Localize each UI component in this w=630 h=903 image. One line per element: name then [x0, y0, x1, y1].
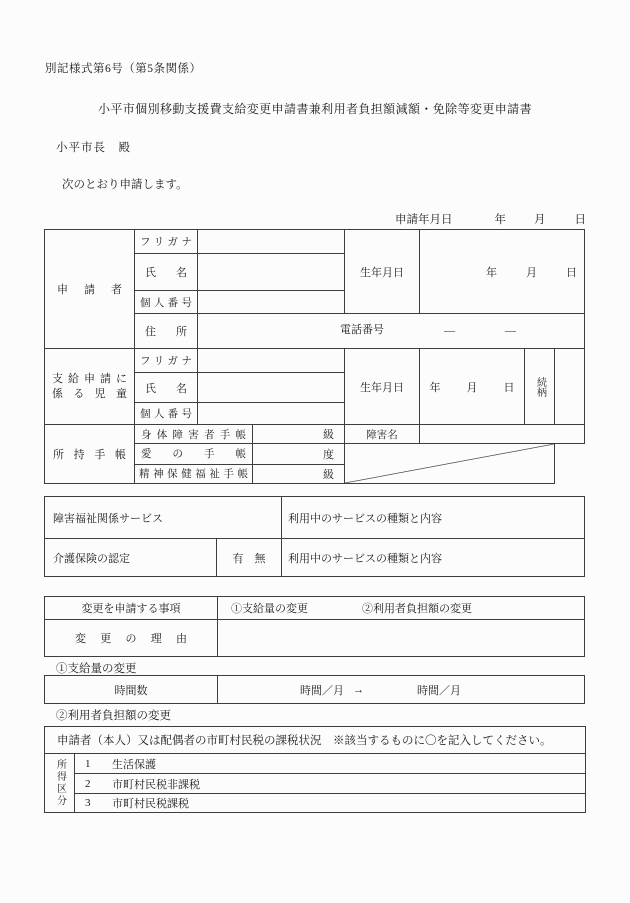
- tax-status-header: 申請者（本人）又は配偶者の市町村民税の課税状況 ※該当するものに〇を記入してください。: [57, 735, 552, 747]
- hours-unit-after: 時間／月: [417, 684, 461, 697]
- income-category-label-cell: [45, 754, 75, 813]
- child-relation-label: 続柄: [534, 376, 546, 397]
- applicant-name-label-cell: [135, 254, 198, 291]
- birth-day-unit: 日: [566, 266, 577, 279]
- grade-unit: 度: [323, 448, 334, 461]
- certificates-group-label: 所持手帳: [53, 449, 126, 461]
- addressee: 小平市長 殿: [56, 142, 131, 154]
- applicant-name-label: 氏名: [145, 267, 187, 279]
- hours-unit-before: 時間／月: [300, 684, 344, 697]
- child-birthdate-label: 生年月日: [360, 381, 404, 394]
- certificate-row-label-cell: [135, 425, 253, 444]
- disability-services-label-cell: [45, 497, 282, 539]
- diagonal-strike-line: [345, 444, 554, 483]
- change-reason-field[interactable]: [218, 620, 585, 657]
- tax-status-table: [44, 726, 586, 813]
- option-label: 市町村民税課税: [112, 798, 189, 810]
- arrow-icon: →: [353, 683, 364, 696]
- applicant-address-label: 住所: [145, 326, 187, 338]
- form-number: 別記様式第6号（第5条関係）: [45, 63, 202, 75]
- disability-services-label: 障害福祉関係サービス: [53, 512, 163, 525]
- change-option-supply[interactable]: ①支給量の変更: [231, 603, 308, 615]
- certificate-name: 身体障害者手帳: [141, 429, 246, 441]
- hours-label-cell: [45, 676, 218, 704]
- supply-change-section-label: ①支給量の変更: [56, 663, 137, 675]
- applicant-furigana-label: フリガナ: [140, 237, 192, 248]
- application-date-day-unit: 日: [574, 214, 586, 226]
- birth-year-unit: 年: [429, 381, 441, 394]
- birth-month-unit: 月: [466, 381, 478, 394]
- certificate-row-label-cell: [135, 444, 253, 465]
- applicant-group-label: 申請者: [57, 284, 122, 296]
- crossed-out-cell: [345, 444, 555, 484]
- child-group-cell: [45, 349, 135, 425]
- child-birthdate-label-cell: [345, 349, 420, 425]
- application-date-label: 申請年月日: [395, 214, 453, 226]
- birth-month-unit: 月: [526, 266, 537, 279]
- applicant-address-label-cell: [135, 314, 198, 349]
- option-number: 3: [85, 797, 91, 809]
- child-name-label-cell: [135, 373, 198, 403]
- tax-status-header-cell: [45, 727, 586, 754]
- certificate-name: 愛の手帳: [141, 449, 246, 461]
- applicant-furigana-field[interactable]: [198, 230, 345, 254]
- income-category-label: 所得区分: [54, 759, 66, 807]
- grade-unit: 級: [323, 468, 334, 481]
- phone-label: 電話番号: [340, 324, 384, 336]
- change-items-table: [44, 596, 585, 657]
- applicant-id-label-cell: [135, 291, 198, 314]
- services-content-label: 利用中のサービスの種類と内容: [288, 552, 442, 565]
- care-insurance-label: 介護保険の認定: [53, 552, 130, 565]
- child-furigana-label-cell: [135, 349, 198, 373]
- hours-label: 時間数: [114, 684, 148, 697]
- disability-name-label: 障害名: [366, 429, 398, 441]
- burden-change-section-label: ②利用者負担額の変更: [56, 710, 171, 722]
- child-group-label-line1: 支給申請に: [52, 372, 127, 385]
- income-category-option-3[interactable]: [75, 794, 586, 813]
- applicant-id-field[interactable]: [198, 291, 345, 314]
- income-category-option-1[interactable]: [75, 754, 586, 774]
- child-id-label-cell: [135, 403, 198, 425]
- certificate-name: 精神保健福祉手帳: [139, 469, 248, 481]
- option-number: 1: [85, 757, 91, 770]
- care-insurance-label-cell: [45, 539, 217, 577]
- applicant-birthdate-label: 生年月日: [360, 266, 404, 279]
- applicant-birthdate-label-cell: [345, 230, 420, 314]
- child-furigana-label: フリガナ: [140, 356, 192, 367]
- applicant-group-cell: [45, 230, 135, 349]
- child-furigana-field[interactable]: [198, 349, 345, 373]
- disability-name-field[interactable]: [420, 425, 585, 444]
- change-items-label-cell: [45, 597, 218, 620]
- hours-change-field[interactable]: [218, 676, 585, 704]
- services-table: [44, 496, 585, 577]
- applicant-id-label: 個人番号: [140, 297, 192, 309]
- change-option-burden[interactable]: ②利用者負担額の変更: [362, 603, 472, 615]
- declaration-text: 次のとおり申請します。: [62, 179, 188, 191]
- applicant-table: [44, 229, 585, 484]
- disability-services-content-field[interactable]: [282, 497, 585, 539]
- child-name-label: 氏名: [145, 382, 187, 395]
- child-name-field[interactable]: [198, 373, 345, 403]
- child-id-label: 個人番号: [140, 409, 192, 420]
- child-birthdate-field[interactable]: [420, 349, 525, 425]
- certificate-grade-field[interactable]: [253, 425, 345, 444]
- certificate-row-label-cell: [135, 464, 253, 484]
- application-date-year-unit: 年: [494, 214, 506, 226]
- option-label: 市町村民税非課税: [112, 778, 200, 791]
- change-items-label: 変更を申請する事項: [81, 603, 181, 615]
- certificates-group-cell: [45, 425, 135, 484]
- child-id-field[interactable]: [198, 403, 345, 425]
- option-number: 2: [85, 777, 91, 790]
- disability-name-label-cell: [345, 425, 420, 444]
- option-label: 生活保護: [112, 758, 156, 771]
- birth-year-unit: 年: [486, 266, 497, 279]
- phone-dash: ―: [444, 325, 455, 337]
- change-items-options-cell: [218, 597, 585, 620]
- yes-no-text: 有 無: [232, 552, 266, 565]
- certificate-grade-field[interactable]: [253, 444, 345, 465]
- phone-dash: ―: [505, 325, 516, 337]
- application-date-line: [395, 211, 586, 227]
- child-relation-label-cell: [525, 349, 555, 425]
- certificate-grade-field[interactable]: [253, 464, 345, 484]
- applicant-name-field[interactable]: [198, 254, 345, 291]
- birth-day-unit: 日: [503, 381, 515, 394]
- child-relation-field[interactable]: [555, 349, 585, 425]
- grade-unit: 級: [323, 429, 334, 441]
- applicant-furigana-label-cell: [135, 230, 198, 254]
- care-insurance-content-field[interactable]: [282, 539, 585, 577]
- care-insurance-yes-no-option[interactable]: [217, 539, 282, 577]
- applicant-address-field[interactable]: [198, 314, 585, 349]
- application-date-month-unit: 月: [534, 214, 546, 226]
- services-content-label: 利用中のサービスの種類と内容: [288, 512, 442, 525]
- income-category-option-2[interactable]: [75, 774, 586, 794]
- child-group-label-line2: 係る児童: [52, 387, 127, 400]
- form-title: 小平市個別移動支援費支給変更申請書兼利用者負担額減額・免除等変更申請書: [97, 102, 532, 116]
- applicant-birthdate-field[interactable]: [420, 230, 585, 314]
- supply-change-table: [44, 675, 585, 704]
- change-reason-label-cell: [45, 620, 218, 657]
- change-reason-label: 変更の理由: [75, 633, 187, 645]
